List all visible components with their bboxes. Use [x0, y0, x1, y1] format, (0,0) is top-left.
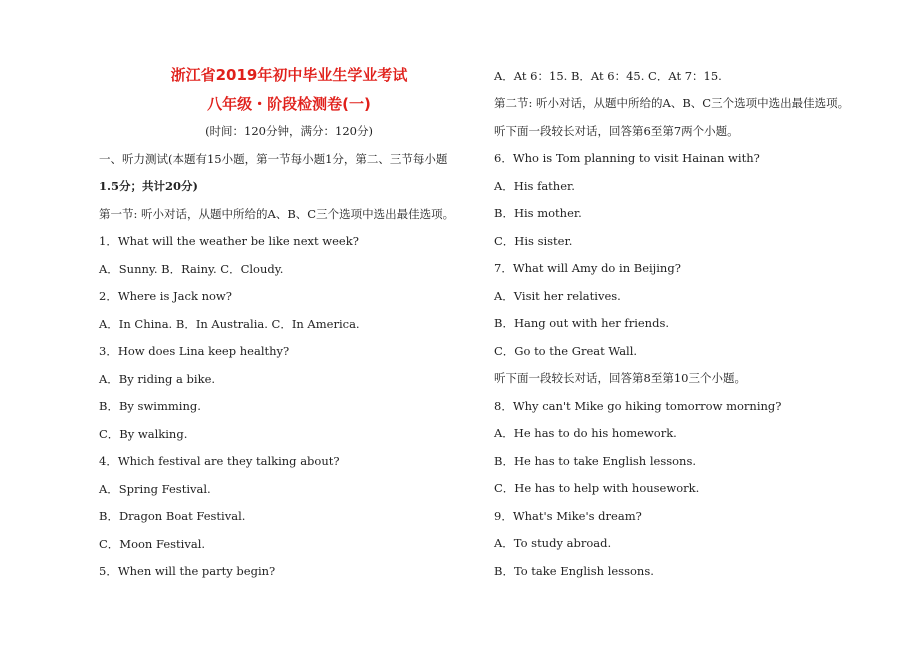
section-instruction-cont: 1.5分；共计20分): [99, 179, 198, 193]
exam-subtitle: 八年级・阶段检测卷(一): [207, 95, 371, 113]
exam-time-score: (时间：120分钟，满分：120分): [205, 124, 373, 138]
question-7-option-b: B．Hang out with her friends.: [494, 316, 669, 330]
question-2: 2．Where is Jack now?: [99, 289, 232, 303]
question-4-option-b: B．Dragon Boat Festival.: [99, 509, 246, 523]
question-3-option-b: B．By swimming.: [99, 399, 201, 413]
question-3-option-c: C．By walking.: [99, 427, 188, 441]
question-7: 7．What will Amy do in Beijing?: [494, 261, 681, 275]
question-8-option-b: B．He has to take English lessons.: [494, 454, 697, 468]
dialogue-6-7-instruction: 听下面一段较长对话，回答第6至第7两个小题。: [494, 124, 739, 138]
exam-title: 浙江省2019年初中毕业生学业考试: [170, 66, 408, 84]
question-9-option-a: A．To study abroad.: [494, 536, 612, 550]
question-6-option-c: C．His sister.: [494, 234, 573, 248]
question-8-option-a: A．He has to do his homework.: [494, 426, 677, 440]
question-5: 5．When will the party begin?: [99, 564, 276, 578]
question-8-option-c: C．He has to help with housework.: [494, 481, 700, 495]
section-instruction: 一、听力测试(本题有15小题，第一节每小题1分，第二、三节每小题: [99, 152, 448, 166]
question-6-option-b: B．His mother.: [494, 206, 582, 220]
question-1: 1．What will the weather be like next week?: [99, 234, 359, 248]
question-3-option-a: A．By riding a bike.: [99, 372, 216, 386]
dialogue-8-10-instruction: 听下面一段较长对话，回答第8至第10三个小题。: [494, 371, 746, 385]
part-one-instruction: 第一节: 听小对话，从题中所给的A、B、C三个选项中选出最佳选项。: [99, 207, 455, 221]
question-9: 9．What's Mike's dream?: [494, 509, 642, 523]
question-3: 3．How does Lina keep healthy?: [99, 344, 290, 358]
question-9-option-b: B．To take English lessons.: [494, 564, 654, 578]
question-8: 8．Why can't Mike go hiking tomorrow morning?: [494, 399, 782, 413]
question-4-option-a: A．Spring Festival.: [99, 482, 211, 496]
question-4: 4．Which festival are they talking about?: [99, 454, 340, 468]
question-4-option-c: C．Moon Festival.: [99, 537, 206, 551]
question-5-options: A．At 6：15. B．At 6：45. C．At 7：15.: [494, 69, 722, 83]
question-1-options: A．Sunny. B．Rainy. C．Cloudy.: [99, 262, 284, 276]
question-6: 6．Who is Tom planning to visit Hainan with?: [494, 151, 760, 165]
part-two-instruction: 第二节: 听小对话，从题中所给的A、B、C三个选项中选出最佳选项。: [494, 96, 850, 110]
question-2-options: A．In China. B．In Australia. C．In America.: [99, 317, 360, 331]
question-6-option-a: A．His father.: [494, 179, 575, 193]
question-7-option-c: C．Go to the Great Wall.: [494, 344, 638, 358]
question-7-option-a: A．Visit her relatives.: [494, 289, 621, 303]
